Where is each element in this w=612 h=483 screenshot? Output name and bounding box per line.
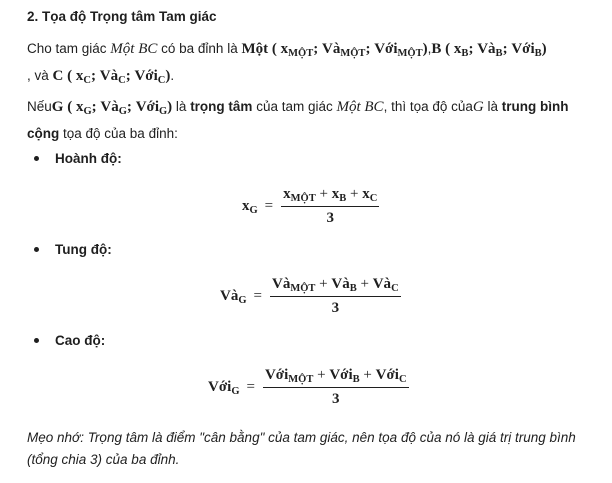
memory-tip: Mẹo nhớ: Trọng tâm là điểm "cân bằng" của tam giác, nên tọa độ của nó là giá trị trung bình (tổng chia 3) của ba đỉnh. xyxy=(27,430,576,467)
formula-y xyxy=(220,276,401,317)
formula-lhs: $x_G$ xyxy=(242,197,258,216)
term-centroid: trọng tâm xyxy=(190,99,253,114)
bullet-dot-icon xyxy=(34,247,39,252)
centroid-paragraph: NếuG ( $x_G$; $Và_G$; Với$_G$) là trọng tâm của tam giác Một BC, thì tọa độ củaG là trung bình cộng tọa độ của ba đỉnh: xyxy=(27,99,569,141)
denominator: 3 xyxy=(326,210,334,226)
fraction xyxy=(263,367,409,408)
fraction xyxy=(281,186,379,227)
formula-lhs: Với$_G$ xyxy=(208,378,240,397)
formula-lhs: $Và_G$ xyxy=(220,287,247,306)
term-average: trung bình cộng xyxy=(27,99,569,141)
numerator: Với$_{MỘT}$ + Với$_B$ + Với$_C$ xyxy=(263,367,409,388)
vertex-a: Một xyxy=(241,41,269,57)
fraction xyxy=(270,276,401,317)
bullet-dot-icon xyxy=(34,156,39,161)
bullet-abscissa: Hoành độ: xyxy=(34,151,122,166)
denominator: 3 xyxy=(331,300,340,316)
equals-sign: = xyxy=(264,198,274,214)
intro-text: có ba đỉnh là xyxy=(157,41,242,56)
denominator: 3 xyxy=(331,391,340,407)
coord: x xyxy=(280,41,289,57)
equals-sign: = xyxy=(246,379,255,395)
centroid-g: G xyxy=(51,99,64,115)
bullet-applicate: Cao độ: xyxy=(34,333,105,348)
triangle-name: Một BC xyxy=(110,41,158,57)
section-heading: 2. Tọa độ Trọng tâm Tam giác xyxy=(27,9,217,24)
equals-sign: = xyxy=(253,288,262,304)
bullet-dot-icon xyxy=(34,338,39,343)
numerator: $x_{MỘT} + x_B + x_C$ xyxy=(281,186,379,207)
intro-text: Cho tam giác xyxy=(27,41,111,56)
vertex-c: C xyxy=(52,68,64,84)
numerator: $Và_{MỘT}$ + $Và_B$ + $Và_C$ xyxy=(270,276,401,297)
bullet-ordinate: Tung độ: xyxy=(34,242,112,257)
formula-x xyxy=(242,186,379,227)
intro-paragraph: Cho tam giác Một BC có ba đỉnh là Một ( $x_{MỘT}$; $Và_{MỘT}$; Với$_{MỘT}$),B ( $x_B$; $Và_B$; Với$_B$) , và C ( $x_C$; $Và_C$; Với$_C$). xyxy=(27,41,547,86)
formula-z xyxy=(208,367,409,408)
vertex-b: B xyxy=(431,41,442,57)
